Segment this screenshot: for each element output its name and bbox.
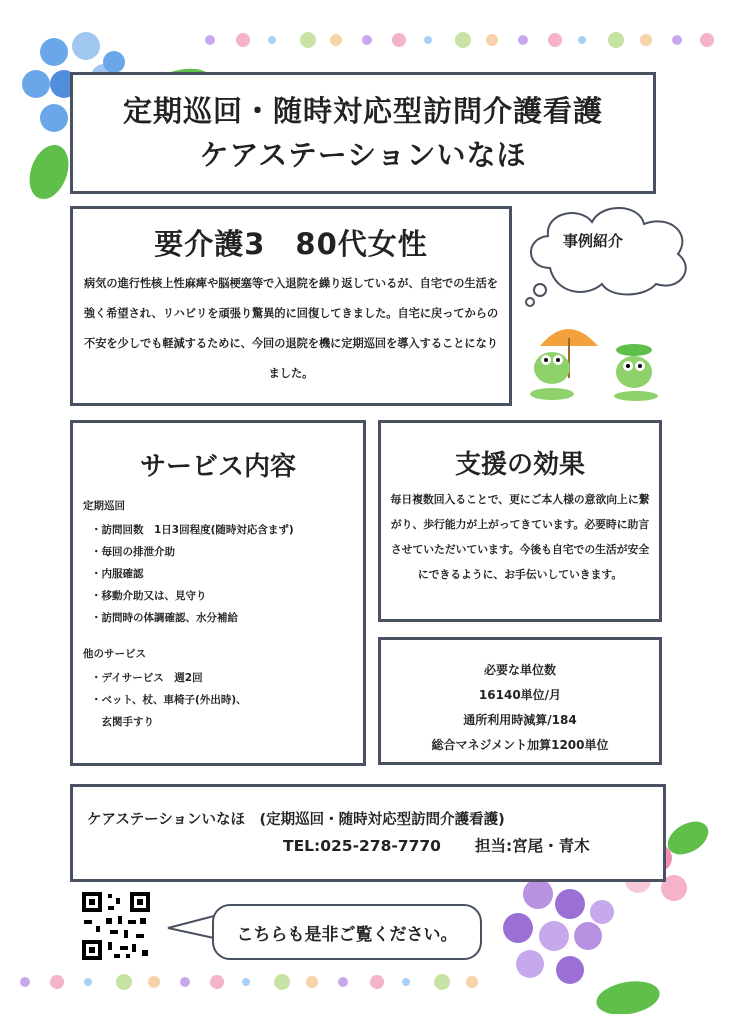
other-services-list [83, 667, 353, 733]
case-tag: 事例紹介 [562, 232, 623, 250]
decorative-dot [518, 35, 528, 45]
decorative-dot [306, 976, 318, 988]
contact-row [283, 831, 649, 861]
decorative-dot [370, 975, 384, 989]
list-item: ・デイサービス 週2回 [91, 672, 203, 684]
decorative-dot [455, 32, 471, 48]
decorative-dot [434, 974, 450, 990]
decorative-dot [672, 35, 682, 45]
decorative-dot [548, 33, 562, 47]
list-item: ・ベット、杖、車椅子(外出時)、 [91, 694, 247, 706]
decorative-dot [402, 978, 410, 986]
other-services-label: 他のサービス [83, 648, 146, 660]
frog-umbrella-icon [522, 318, 672, 402]
decorative-dot [700, 33, 714, 47]
speech-bubble: こちらも是非ご覧ください。 [212, 904, 482, 960]
case-heading: 要介護3 80代女性 [154, 227, 428, 261]
list-item: ・内服確認 [91, 568, 144, 580]
units-title: 必要な単位数 [483, 663, 556, 677]
units-reduction: 通所利用時減算/184 [463, 713, 577, 727]
case-body: 病気の進行性核上性麻痺や脳梗塞等で入退院を繰り返しているが、自宅での生活を強く希望され、リハビリを頑張り驚異的に回復してきました。自宅に戻ってからの不安を少しでも軽減するために、今回の退院を機に定期巡回を導入することになりました。 [83, 277, 499, 380]
decorative-dot [392, 33, 406, 47]
contact-org: ケアステーションいなほ (定期巡回・随時対応型訪問介護看護) [87, 812, 505, 828]
units-addition: 総合マネジメント加算1200単位 [431, 738, 609, 752]
decorative-dot [424, 36, 432, 44]
decorative-dot [116, 974, 132, 990]
page-title-line2: ケアステーションいなほ [199, 138, 527, 172]
decorative-dot [84, 978, 92, 986]
decorative-dot [274, 974, 290, 990]
decorative-dot [300, 32, 316, 48]
effect-body: 毎日複数回入ることで、更にご本人様の意欲向上に繋がり、歩行能力が上がってきています。必要時に助言させていただいています。今後も自宅での生活が安全にできるように、お手伝いしていきます。 [390, 493, 650, 581]
speech-bubble-tail [166, 912, 216, 942]
decorative-dot [268, 36, 276, 44]
units-total: 16140単位/月 [478, 688, 562, 702]
decorative-dot [148, 976, 160, 988]
decorative-dot [330, 34, 342, 46]
list-item: ・訪問時の体調確認、水分補給 [91, 612, 238, 624]
list-item: ・移動介助又は、見守り [91, 590, 207, 602]
service-box [70, 420, 366, 766]
decorative-dot [236, 33, 250, 47]
units-box [378, 637, 662, 765]
effect-title: 支援の効果 [454, 450, 585, 480]
decorative-dot [180, 977, 190, 987]
staff-names: 担当:宮尾・青木 [474, 837, 590, 855]
list-item: 玄関手すり [91, 716, 154, 728]
decorative-dot [338, 977, 348, 987]
list-item: ・毎回の排泄介助 [91, 546, 175, 558]
regular-visit-list [83, 519, 353, 629]
service-title: サービス内容 [139, 452, 296, 482]
contact-box [70, 784, 666, 882]
decorative-dot [242, 978, 250, 986]
decorative-dot [466, 976, 478, 988]
decorative-dot [608, 32, 624, 48]
list-item: ・訪問回数 1日3回程度(随時対応含まず) [91, 524, 294, 536]
regular-visit-label: 定期巡回 [83, 500, 125, 512]
case-box [70, 206, 512, 406]
decorative-dot [640, 34, 652, 46]
decorative-dot [486, 34, 498, 46]
qr-code-icon[interactable] [80, 890, 152, 962]
decorative-dot [50, 975, 64, 989]
decorative-dot [210, 975, 224, 989]
cloud-shape [520, 198, 698, 308]
effect-box [378, 420, 662, 622]
phone-number[interactable]: TEL:025-278-7770 [283, 837, 441, 855]
decorative-dot [578, 36, 586, 44]
page-title-line1: 定期巡回・随時対応型訪問介護看護 [122, 94, 603, 128]
title-box [70, 72, 656, 194]
decorative-dot [20, 977, 30, 987]
decorative-dot [362, 35, 372, 45]
